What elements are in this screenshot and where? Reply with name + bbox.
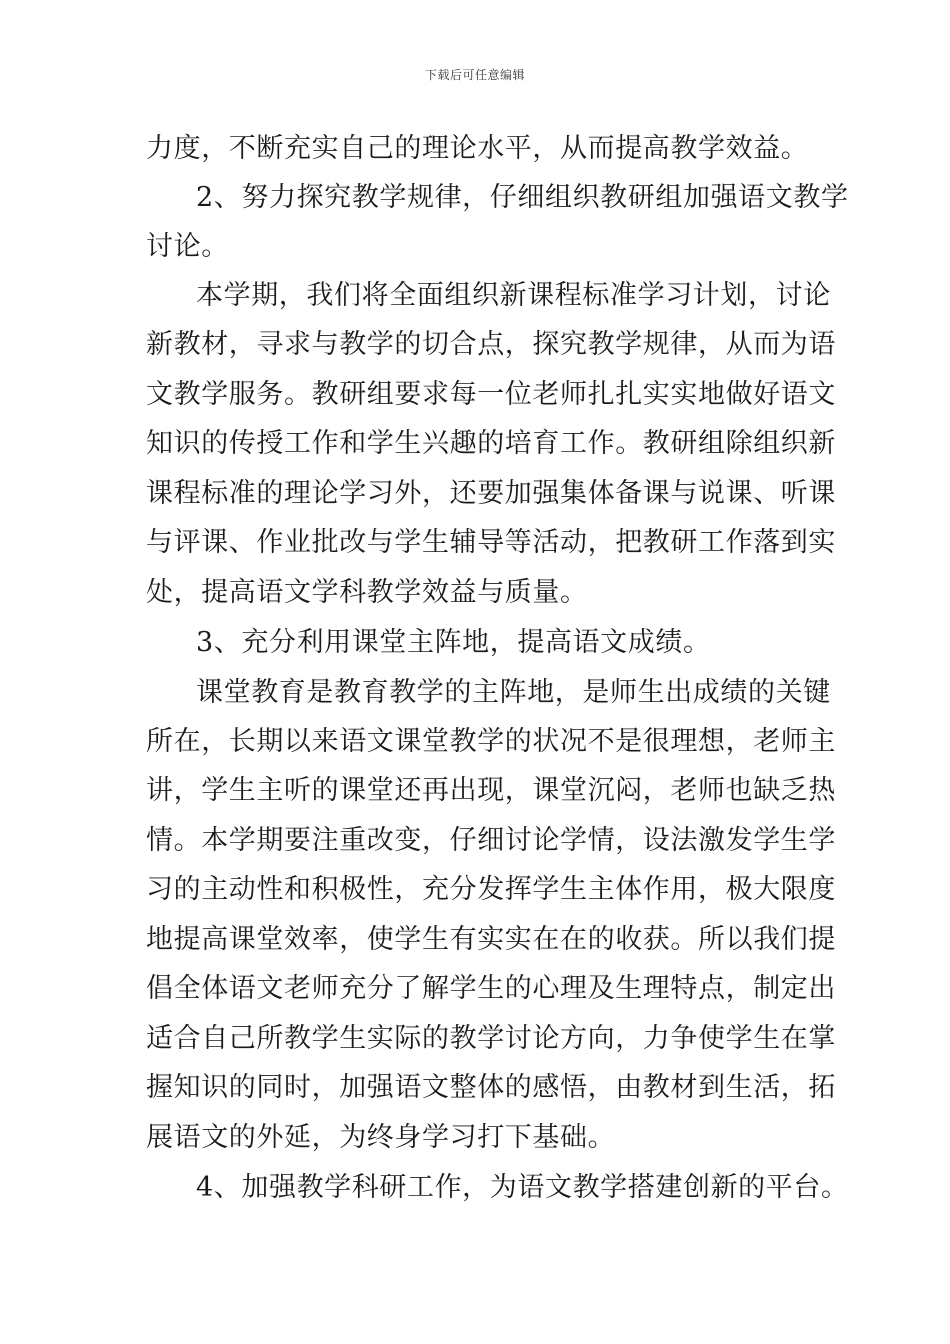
text-line: 新教材，寻求与教学的切合点，探究教学规律，从而为语	[146, 329, 836, 360]
text-line: 适合自己所教学生实际的教学讨论方向，力争使学生在掌	[146, 1023, 836, 1054]
text-line: 讨论。	[146, 231, 229, 262]
text-line: 讲，学生主听的课堂还再出现，课堂沉闷，老师也缺乏热	[146, 775, 836, 806]
text-line: 地提高课堂效率，使学生有实实在在的收获。所以我们提	[146, 924, 836, 955]
text-line: 课程标准的理论学习外，还要加强集体备课与说课、听课	[146, 478, 836, 509]
text-line: 力度，不断充实自己的理论水平，从而提高教学效益。	[146, 133, 809, 164]
paragraph-start: 本学期，我们将全面组织新课程标准学习计划，讨论	[196, 280, 831, 311]
section-heading: 4、加强教学科研工作，为语文教学搭建创新的平台。	[196, 1172, 849, 1203]
page-header: 下载后可任意编辑	[424, 68, 525, 82]
text-line: 握知识的同时，加强语文整体的感悟，由教材到生活，拓	[146, 1072, 836, 1103]
text-line: 展语文的外延，为终身学习打下基础。	[146, 1122, 616, 1153]
text-line: 知识的传授工作和学生兴趣的培育工作。教研组除组织新	[146, 428, 836, 459]
text-line: 所在，长期以来语文课堂教学的状况不是很理想，老师主	[146, 726, 836, 757]
text-line: 情。本学期要注重改变，仔细讨论学情，设法激发学生学	[146, 825, 836, 856]
text-line: 与评课、作业批改与学生辅导等活动，把教研工作落到实	[146, 527, 836, 558]
text-line: 文教学服务。教研组要求每一位老师扎扎实实地做好语文	[146, 379, 836, 410]
text-line: 习的主动性和积极性，充分发挥学生主体作用，极大限度	[146, 874, 836, 905]
section-heading: 3、充分利用课堂主阵地，提高语文成绩。	[196, 627, 711, 658]
section-heading: 2、努力探究教学规律，仔细组织教研组加强语文教学	[196, 182, 849, 213]
text-line: 处，提高语文学科教学效益与质量。	[146, 577, 588, 608]
paragraph-start: 课堂教育是教育教学的主阵地，是师生出成绩的关键	[196, 677, 831, 708]
text-line: 倡全体语文老师充分了解学生的心理及生理特点，制定出	[146, 973, 836, 1004]
